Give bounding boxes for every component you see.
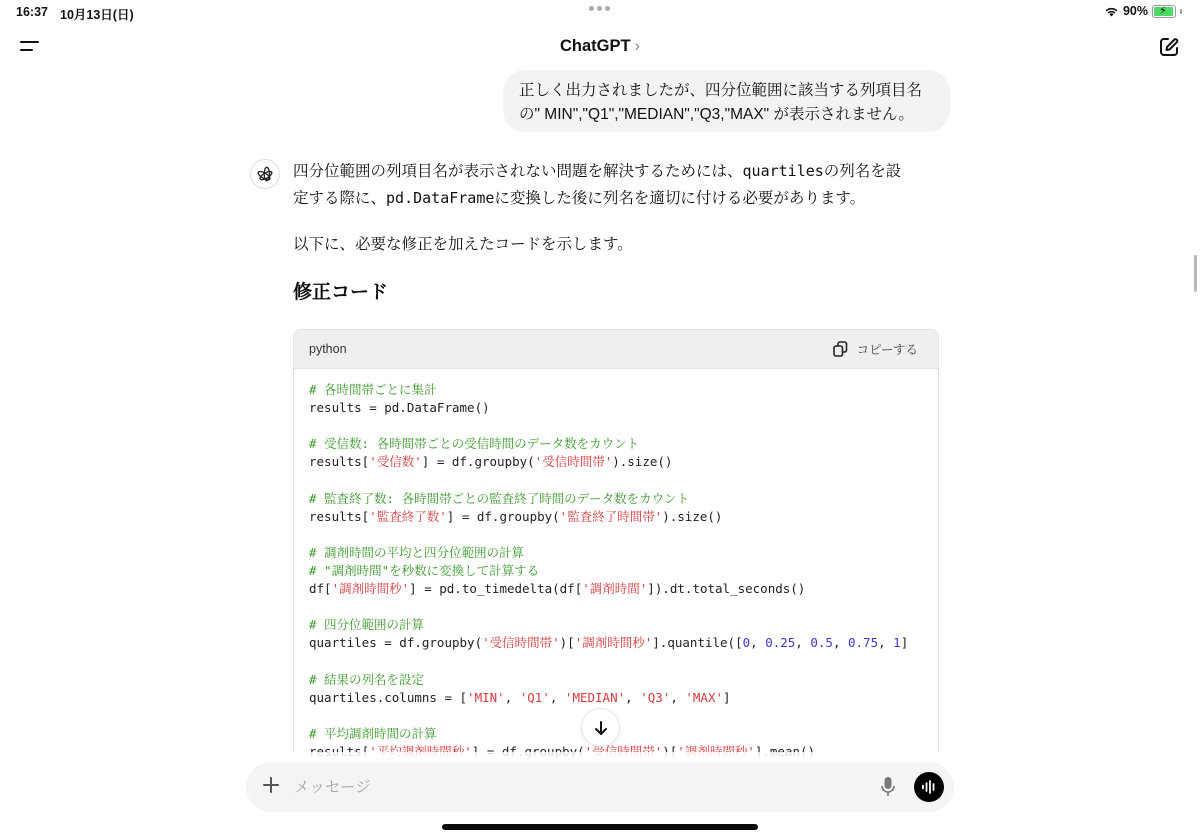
code-line: [309, 471, 938, 489]
code-line: [309, 490, 938, 508]
code-string: '受信時間帯': [534, 454, 613, 470]
code-comment: # 受信数: 各時間帯ごとの受信時間のデータ数をカウント: [309, 436, 640, 452]
scrollbar[interactable]: [1194, 255, 1197, 292]
code-line: [309, 580, 938, 598]
code-string: 'Q1': [519, 689, 550, 705]
arrow-down-icon: [593, 720, 609, 736]
code-comment: # 四分位範囲の計算: [309, 617, 425, 633]
code-line: [309, 671, 938, 689]
code-string: 'Q3': [640, 689, 671, 705]
assistant-paragraph-2: 以下に、必要な修正を加えたコードを示します。: [293, 236, 633, 253]
code-string: '調剤時間秒': [574, 635, 653, 651]
code-string: '調剤時間': [582, 581, 648, 597]
new-chat-icon: [1158, 36, 1180, 58]
copy-label: コピーする: [856, 343, 918, 357]
app-title: ChatGPT: [559, 37, 631, 55]
code-language-label: python: [309, 342, 347, 356]
battery-charging-icon: ⚡: [1152, 5, 1176, 18]
code-line: [309, 435, 938, 453]
code-line: [309, 725, 938, 743]
code-string: 'MIN': [467, 689, 505, 705]
code-text: )[: [559, 635, 575, 651]
home-indicator[interactable]: [442, 824, 758, 830]
code-text: results[: [309, 454, 370, 470]
battery-percent: 90%: [1122, 4, 1148, 18]
voice-mode-button[interactable]: [914, 772, 944, 802]
top-bar: [0, 26, 1200, 68]
code-line: [309, 707, 938, 725]
code-line: [309, 689, 938, 707]
code-line: [309, 544, 938, 562]
code-line: [309, 598, 938, 616]
copy-icon: [833, 341, 848, 357]
assistant-text: [293, 158, 943, 258]
code-number: 0.5: [810, 635, 833, 651]
status-date: 10月13日(日): [60, 8, 134, 22]
message-composer: [246, 762, 954, 812]
code-string: '受信数': [369, 454, 422, 470]
code-text: ,: [750, 635, 766, 651]
scroll-to-bottom-button[interactable]: [581, 708, 620, 747]
user-message-line-1: 正しく出力されましたが、四分位範囲に該当する列項目名: [519, 82, 923, 99]
status-bar: [0, 0, 1200, 26]
code-content: [294, 369, 938, 761]
voice-mode-icon: [921, 779, 937, 795]
code-text: ,: [504, 689, 520, 705]
openai-logo-icon: [255, 164, 275, 184]
multitasking-dots[interactable]: [589, 6, 610, 11]
code-number: 0.25: [765, 635, 796, 651]
code-text: ]: [900, 635, 909, 651]
assistant-paragraph-1: 四分位範囲の列項目名が表示されない問題を解決するためには、quartilesの列名を設 定する際に、pd.DataFrameに変換した後に列名を適切に付ける必要があります。: [293, 162, 902, 207]
code-line: [309, 652, 938, 670]
assistant-avatar: [250, 159, 280, 189]
status-time: 16:37: [16, 5, 48, 19]
code-text: ,: [670, 689, 686, 705]
code-text: results = pd.DataFrame(): [309, 400, 490, 416]
code-line: [309, 526, 938, 544]
code-line: [309, 417, 938, 435]
code-line: [309, 634, 938, 652]
code-string: '監査終了数': [369, 508, 447, 524]
code-comment: # 監査終了数: 各時間帯ごとの監査終了時間のデータ数をカウント: [309, 490, 690, 506]
code-comment: # 調剤時間の平均と四分位範囲の計算: [309, 544, 525, 560]
chevron-right-icon: ›: [634, 37, 641, 55]
code-text: ,: [795, 635, 811, 651]
inline-code: pd.DataFrame: [386, 189, 495, 207]
code-text: quartiles.columns = [: [309, 689, 468, 705]
code-text: ] = df.groupby(: [446, 508, 560, 524]
model-selector[interactable]: [0, 37, 1200, 56]
code-text: ] = df.groupby(: [421, 454, 535, 470]
code-block: [293, 329, 939, 761]
inline-code: quartiles: [742, 162, 824, 180]
code-comment: # 結果の列名を設定: [309, 671, 425, 687]
code-comment: # 各時間帯ごとに集計: [309, 382, 437, 397]
code-line: [309, 616, 938, 634]
code-string: '調剤時間秒': [331, 581, 410, 597]
dictation-button[interactable]: [880, 776, 896, 798]
status-right: [1104, 4, 1182, 18]
code-text: ,: [832, 635, 848, 651]
microphone-icon: [880, 776, 896, 798]
new-chat-button[interactable]: [1158, 36, 1180, 58]
code-block-header: [294, 330, 938, 369]
message-input[interactable]: [292, 762, 856, 814]
plus-icon: [260, 774, 282, 796]
code-string: 'MEDIAN': [564, 689, 626, 705]
code-string: '監査終了時間帯': [559, 508, 663, 524]
code-line: [309, 399, 938, 417]
section-heading: 修正コード: [293, 282, 389, 303]
code-number: 0.75: [848, 635, 879, 651]
code-text: ,: [549, 689, 565, 705]
code-string: '受信時間帯': [482, 635, 560, 651]
code-comment: # "調剤時間"を秒数に変換して計算する: [309, 562, 540, 578]
code-text: ].quantile([: [652, 635, 743, 651]
code-text: ,: [625, 689, 641, 705]
code-number: 0: [742, 635, 751, 651]
code-text: ).size(): [612, 454, 673, 470]
attach-button[interactable]: [260, 774, 282, 796]
code-text: ).size(): [662, 508, 723, 524]
code-text: ] = pd.to_timedelta(df[: [409, 581, 583, 597]
code-line: [309, 381, 938, 399]
copy-code-button[interactable]: [833, 340, 918, 358]
code-text: results[: [309, 508, 370, 524]
user-message-line-2: の" MIN","Q1","MEDIAN","Q3,"MAX" が表示されません。: [519, 106, 914, 123]
user-message-bubble: [503, 70, 950, 132]
wifi-icon: [1104, 5, 1119, 17]
code-line: [309, 562, 938, 580]
code-text: quartiles = df.groupby(: [309, 635, 483, 651]
code-text: ,: [878, 635, 894, 651]
code-number: 1: [893, 635, 901, 651]
code-line: [309, 508, 938, 526]
code-line: [309, 453, 938, 471]
code-comment: # 平均調剤時間の計算: [309, 725, 437, 741]
code-text: ]: [723, 689, 731, 705]
code-text: ]).dt.total_seconds(): [647, 581, 806, 597]
code-text: df[: [309, 581, 332, 597]
code-string: 'MAX': [685, 689, 724, 705]
